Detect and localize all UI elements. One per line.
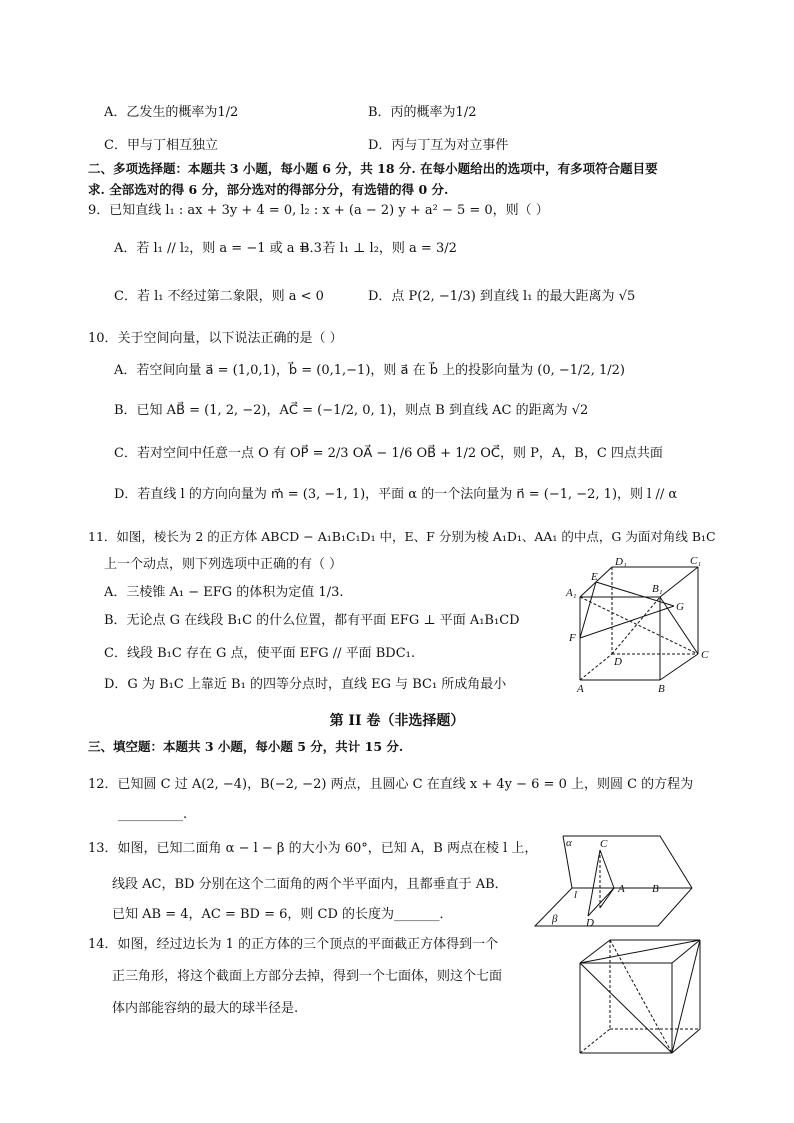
q11-cube-figure xyxy=(560,552,720,697)
q13-label-c: C xyxy=(600,838,608,850)
q8-option-d: D．丙与丁互为对立事件 xyxy=(368,138,509,153)
q13-label-l: l xyxy=(574,889,578,901)
q11-label-a1: A₁ xyxy=(566,587,577,599)
q9-option-a: A．若 l₁ // l₂，则 a = −1 或 a = 3 xyxy=(114,241,322,256)
q13-label-alpha: α xyxy=(566,837,572,849)
q8-option-b: B．丙的概率为1/2 xyxy=(368,105,477,120)
q14-line3: 体内部能容纳的最大的球半径是. xyxy=(112,1001,299,1016)
q11-label-a: A xyxy=(577,683,584,695)
q11-label-c1: C₁ xyxy=(690,555,702,567)
q9-stem: 9．已知直线 l₁ : ax + 3y + 4 = 0, l₂ : x + (a − 2) y + a² − 5 = 0，则（ ） xyxy=(88,203,549,218)
q11-stem-cont: 上一个动点，则下列选项中正确的有（ ） xyxy=(104,557,343,572)
q13-label-b: B xyxy=(652,883,659,895)
q13-label-d: D xyxy=(586,917,594,929)
section2-heading-cont: 求. 全部选对的得 6 分，部分选对的得部分分，有选错的得 0 分. xyxy=(88,182,449,197)
q10-option-b: B．已知 AB⃗ = (1, 2, −2)，AC⃗ = (−1/2, 0, 1)，则点 B 到直线 AC 的距离为 √2 xyxy=(114,403,589,418)
q13-label-a: A xyxy=(618,883,625,895)
q10-option-a: A．若空间向量 a⃗ = (1,0,1)，b⃗ = (0,1,−1)，则 a⃗ 在 b⃗ 上的投影向量为 (0, −1/2, 1/2) xyxy=(114,363,625,378)
q10-stem: 10．关于空间向量，以下说法正确的是（ ） xyxy=(88,331,343,346)
q13-line2: 线段 AC，BD 分别在这个二面角的两个半平面内，且都垂直于 AB． xyxy=(112,877,508,892)
q9-option-c: C．若 l₁ 不经过第二象限，则 a < 0 xyxy=(114,289,324,304)
q11-label-b: B xyxy=(658,683,665,695)
q11-option-b: B．无论点 G 在线段 B₁C 的什么位置，都有平面 EFG ⊥ 平面 A₁B₁CD xyxy=(104,613,520,628)
q11-label-d1: D₁ xyxy=(615,556,627,568)
q11-option-a: A．三棱锥 A₁ − EFG 的体积为定值 1/3. xyxy=(104,585,344,600)
q14-line1: 14．如图，经过边长为 1 的正方体的三个顶点的平面截正方体得到一个 xyxy=(88,937,499,952)
q8-option-c: C．甲与丁相互独立 xyxy=(104,138,218,153)
q9-option-d: D．点 P(2, −1/3) 到直线 l₁ 的最大距离为 √5 xyxy=(368,289,636,304)
q11-label-f: F xyxy=(569,632,576,644)
q10-option-d: D．若直线 l 的方向向量为 m⃗ = (3, −1, 1)，平面 α 的一个法向量为 n⃗ = (−1, −2, 1)，则 l // α xyxy=(114,487,678,502)
q9-option-b: B．若 l₁ ⊥ l₂，则 a = 3/2 xyxy=(300,241,457,256)
section2-heading: 二、多项选择题：本题共 3 小题，每小题 6 分，共 18 分. 在每小题给出的选项中，有多项符合题目要 xyxy=(88,161,658,176)
q13-line3: 已知 AB = 4，AC = BD = 6，则 CD 的长度为_______． xyxy=(112,907,453,922)
q10-option-c: C．若对空间中任意一点 O 有 OP⃗ = 2/3 OA⃗ − 1/6 OB⃗ + 1/2 OC⃗，则 P，A，B，C 四点共面 xyxy=(114,446,663,461)
q11-stem: 11．如图，棱长为 2 的正方体 ABCD − A₁B₁C₁D₁ 中，E、F 分别为棱 A₁D₁、AA₁ 的中点，G 为面对角线 B₁C xyxy=(88,529,716,544)
q12-blank: __________. xyxy=(118,807,188,822)
q13-label-beta: β xyxy=(552,913,558,925)
q11-option-d: D．G 为 B₁C 上靠近 B₁ 的四等分点时，直线 EG 与 BC₁ 所成角最小 xyxy=(104,677,507,692)
q11-label-e: E xyxy=(591,571,598,583)
q11-option-c: C．线段 B₁C 存在 G 点，使平面 EFG // 平面 BDC₁. xyxy=(104,646,416,661)
q13-dihedral-figure xyxy=(530,828,700,930)
q11-label-d: D xyxy=(614,656,622,668)
q8-option-a: A．乙发生的概率为1/2 xyxy=(104,105,239,120)
q13-line1: 13．如图，已知二面角 α − l − β 的大小为 60°，已知 A，B 两点在棱 l 上， xyxy=(88,841,538,856)
section3-heading: 三、填空题：本题共 3 小题，每小题 5 分，共计 15 分. xyxy=(88,739,404,754)
q14-cube-figure xyxy=(572,935,722,1060)
q11-label-g: G xyxy=(676,601,684,613)
q14-line2: 正三角形，将这个截面上方部分去掉，得到一个七面体，则这个七面 xyxy=(112,969,503,984)
q11-label-b1: B₁ xyxy=(652,583,663,595)
part2-title: 第 II 卷（非选择题） xyxy=(329,713,465,729)
q11-label-c: C xyxy=(701,649,709,661)
q12-stem: 12．已知圆 C 过 A(2, −4)，B(−2, −2) 两点，且圆心 C 在直线 x + 4y − 6 = 0 上，则圆 C 的方程为 xyxy=(88,777,694,792)
